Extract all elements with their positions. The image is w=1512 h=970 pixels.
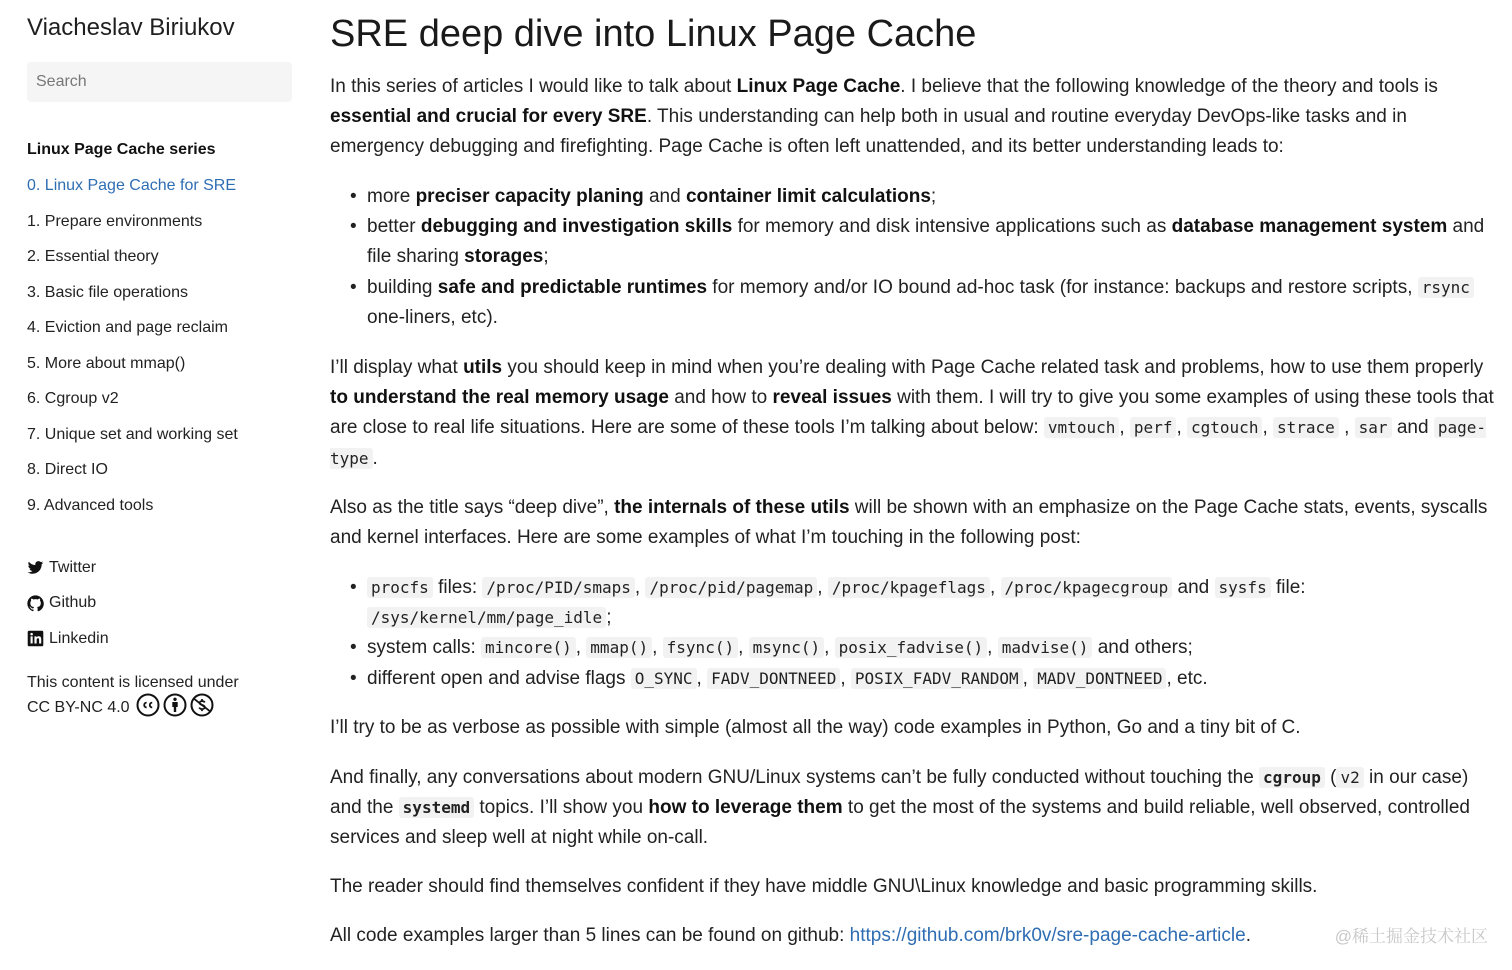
nav-item-more-about-mmap[interactable]: 5. More about mmap() xyxy=(27,354,186,372)
nav-item-basic-file-operations[interactable]: 3. Basic file operations xyxy=(27,283,188,301)
cc-icons xyxy=(136,693,214,717)
attribution-icon xyxy=(163,693,187,717)
nav-item-cgroup-v2[interactable]: 6. Cgroup v2 xyxy=(27,390,119,407)
license-notice xyxy=(27,670,239,720)
linkedin-label: Linkedin xyxy=(49,629,109,647)
nav-item-prepare-environments[interactable]: 1. Prepare environments xyxy=(27,212,203,230)
intro-paragraph: In this series of articles I would like to talk about Linux Page Cache. I believe that the following knowledge of the theory and tools is essential and crucial for every SRE. This understanding can help both in usual and routine everyday DevOps-like tasks and in emergency debugging and firefighting. Page Cache is often left unattended, and its better understanding leads to: xyxy=(330,76,1438,158)
github-repo-link[interactable]: https://github.com/brk0v/sre-page-cache-article xyxy=(849,925,1246,946)
github-label: Github xyxy=(49,594,97,612)
nav-item-essential-theory[interactable]: 2. Essential theory xyxy=(27,248,159,265)
interfaces-list xyxy=(330,573,1505,694)
license-text: This content is licensed under xyxy=(27,674,239,691)
search-input[interactable] xyxy=(27,62,292,102)
nav-item-eviction-and-page-reclaim[interactable]: 4. Eviction and page reclaim xyxy=(27,319,228,336)
nav-item-advanced-tools[interactable]: 9. Advanced tools xyxy=(27,496,154,514)
nav-item-direct-io[interactable]: 8. Direct IO xyxy=(27,461,108,478)
benefits-list xyxy=(330,182,1505,333)
github-paragraph: All code examples larger than 5 lines can be found on github: https://github.com/brk0v/sre-page-cache-article. xyxy=(330,925,1251,946)
list-item: • system calls: mincore() , mmap() , fsync() , msync() , posix_fadvise() , madvise() and others; xyxy=(330,633,1505,663)
internals-paragraph: Also as the title says “deep dive”, the internals of these utils will be shown with an emphasize on the Page Cache stats, events, syscalls and kernel interfaces. Here are some examples of what I’m touching in the following post: xyxy=(330,497,1488,549)
linkedin-link[interactable] xyxy=(27,621,109,657)
page-title: SRE deep dive into Linux Page Cache xyxy=(330,13,977,55)
twitter-icon xyxy=(27,559,44,576)
cc-icon xyxy=(136,693,160,717)
nav-item-unique-set-working-set[interactable]: 7. Unique set and working set xyxy=(27,425,238,443)
github-icon xyxy=(27,595,44,612)
reader-paragraph: The reader should find themselves confident if they have middle GNU\Linux knowledge and basic programming skills. xyxy=(330,876,1318,897)
twitter-label: Twitter xyxy=(49,558,97,576)
license-link[interactable]: CC BY-NC 4.0 xyxy=(27,699,130,716)
noncommercial-icon xyxy=(190,693,214,717)
watermark: @稀土掘金技术社区 xyxy=(1334,927,1488,946)
github-link[interactable] xyxy=(27,586,109,622)
list-item: • better debugging and investigation skills for memory and disk intensive applications such as database management system and file sharing storages; xyxy=(330,212,1505,272)
list-item: • more preciser capacity planing and container limit calculations; xyxy=(330,182,1505,212)
list-item: • different open and advise flags O_SYNC , FADV_DONTNEED , POSIX_FADV_RANDOM , MADV_DONTNEED , etc. xyxy=(330,664,1505,694)
twitter-link[interactable] xyxy=(27,550,109,586)
linkedin-icon xyxy=(27,630,44,647)
verbose-paragraph: I’ll try to be as verbose as possible with simple (almost all the way) code examples in Python, Go and a tiny bit of C. xyxy=(330,717,1301,738)
list-item: • procfs files: /proc/PID/smaps , /proc/pid/pagemap , /proc/kpageflags , /proc/kpagecgroup and sysfs file: /sys/kernel/mm/page_idle ; xyxy=(330,573,1505,633)
cgroup-paragraph: And finally, any conversations about modern GNU/Linux systems can’t be fully conducted without touching the cgroup ( v2 in our case) and the systemd topics. I’ll show you how to leverage them to get the most of the systems and build reliable, well observed, controlled services and sleep well at night while on-call. xyxy=(330,767,1470,849)
list-item: • building safe and predictable runtimes for memory and/or IO bound ad-hoc task (for instance: backups and restore scripts, rsync one-liners, etc). xyxy=(330,273,1505,333)
social-links xyxy=(27,550,109,657)
tools-paragraph: I’ll display what utils you should keep in mind when you’re dealing with Page Cache related task and problems, how to use them properly to understand the real memory usage and how to reveal issues with them. I will try to give you some examples of using these tools that are close to real life situations. Here are some of these tools I’m talking about below: vmtouch , perf , cgtouch , strace , sar and page-type . xyxy=(330,357,1494,469)
site-title[interactable]: Viacheslav Biriukov xyxy=(27,14,235,41)
series-nav xyxy=(27,174,238,529)
nav-item-linux-page-cache-for-sre[interactable]: 0. Linux Page Cache for SRE xyxy=(27,177,237,194)
series-title: Linux Page Cache series xyxy=(27,141,216,158)
